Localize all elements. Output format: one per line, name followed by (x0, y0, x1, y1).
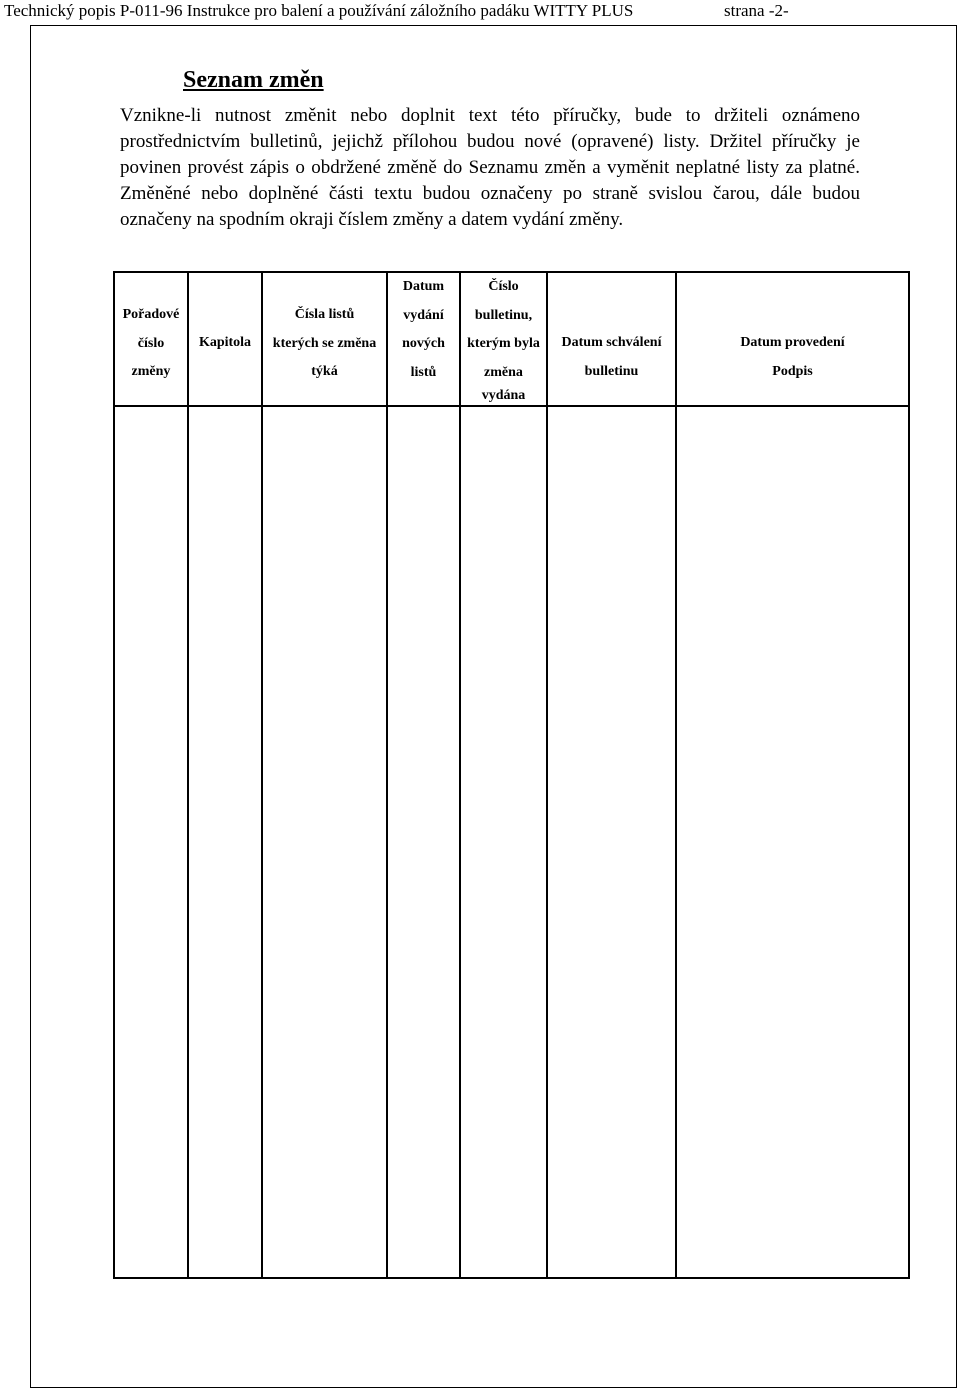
col-header-chapter: Kapitola (188, 272, 262, 406)
table-cell-approval-date[interactable] (547, 406, 676, 1278)
col-header-issue-date: Datum vydání nových listů (387, 272, 460, 406)
col-header-completion-date: Datum provedení Podpis (676, 272, 909, 406)
table-header-row (114, 272, 909, 406)
col-header-bulletin-number: Číslo bulletinu, kterým byla změna vydána (460, 272, 547, 406)
col-header-sheet-numbers: Čísla listů kterých se změna týká (262, 272, 387, 406)
change-log-table (113, 271, 910, 1279)
table-cell-issue-date[interactable] (387, 406, 460, 1278)
table-cell-chapter[interactable] (188, 406, 262, 1278)
table-row (114, 406, 909, 1278)
page-number: strana -2- (724, 1, 789, 20)
col-header-approval-date: Datum schválení bulletinu (547, 272, 676, 406)
table-cell-completion-date[interactable] (676, 406, 909, 1278)
intro-paragraph: Vznikne-li nutnost změnit nebo doplnit text této příručky, bude to držiteli oznámeno prostřednictvím bulletinů, jejichž přílohou budou nové (opravené) listy. Držitel příručky je povinen provést zápis o obdržené změně do Seznamu změn a vyměnit neplatné listy za platné. Změněné nebo doplněné části textu budou označeny po straně svislou čarou, dále budou označeny na spodním okraji číslem změny a datem vydání změny. (120, 105, 860, 230)
section-title: Seznam změn (183, 67, 324, 93)
document-title: Technický popis P-011-96 Instrukce pro balení a používání záložního padáku WITTY PLUS (4, 1, 634, 20)
table-cell-sequence[interactable] (114, 406, 188, 1278)
table-cell-sheet-numbers[interactable] (262, 406, 387, 1278)
running-header (4, 0, 789, 22)
col-header-sequence: Pořadové číslo změny (114, 272, 188, 406)
table-cell-bulletin-number[interactable] (460, 406, 547, 1278)
